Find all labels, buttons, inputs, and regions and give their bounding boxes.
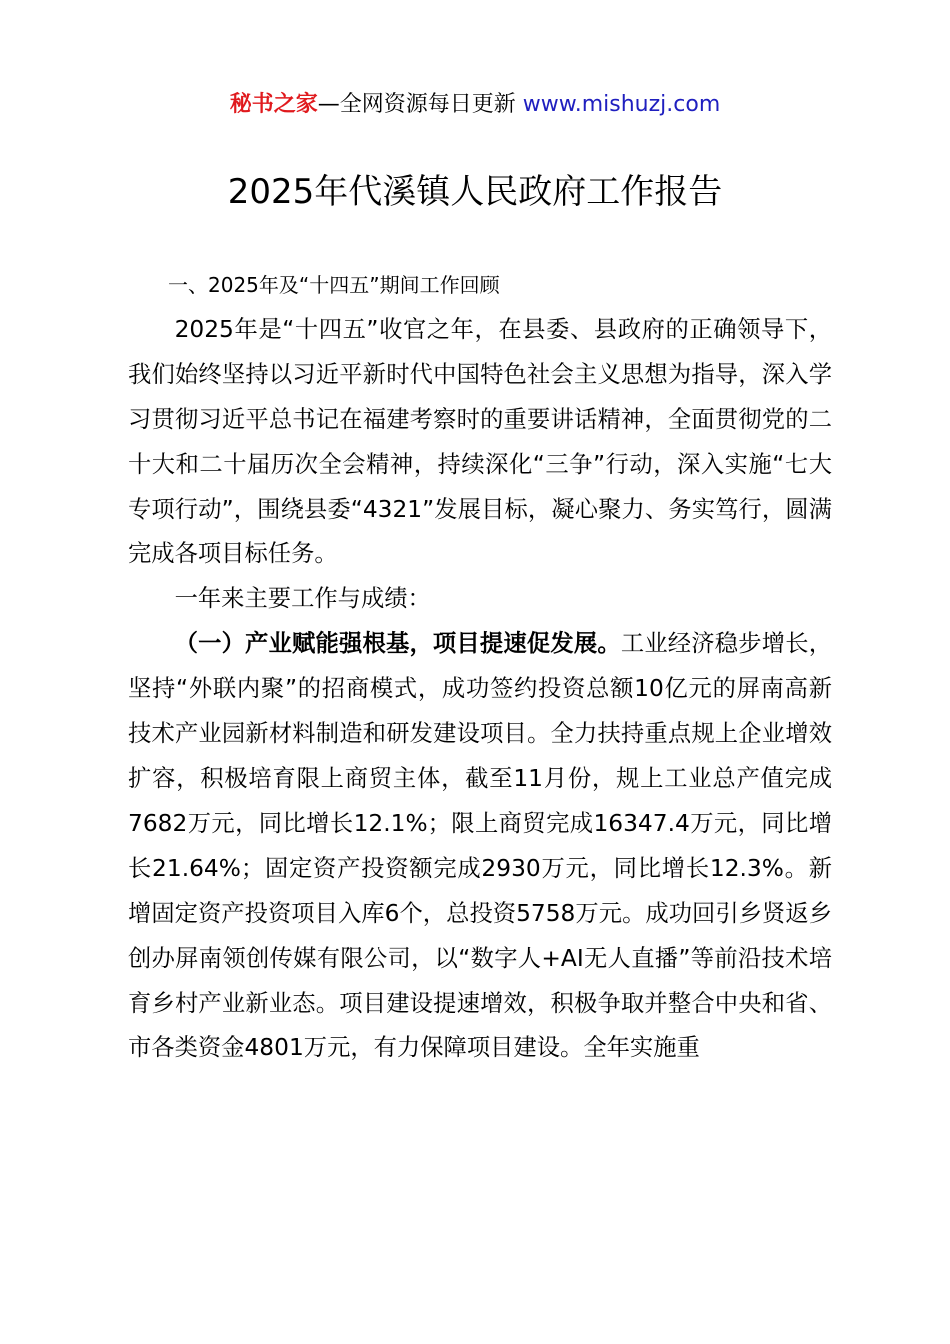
document-title: 2025年代溪镇人民政府工作报告 bbox=[227, 172, 723, 212]
document-body bbox=[128, 263, 832, 1071]
paragraph-achievements-intro: 一年来主要工作与成绩： bbox=[174, 585, 431, 613]
section-heading: 一、2025年及“十四五”期间工作回顾 bbox=[168, 273, 500, 297]
paragraph-industry-body: 工业经济稳步增长，坚持“外联内聚”的招商模式，成功签约投资总额10亿元的屏南高新技术产业园新材料制造和研发建设项目。全力扶持重点规上企业增效扩容，积极培育限上商贸主体，截至11月份，规上工业总产值完成7682万元，同比增长12.1%；限上商贸完成16347.4万元，同比增长21.64%；固定资产投资额完成2930万元，同比增长12.3%。新增固定资产投资项目入库6个，总投资5758万元。成功回引乡贤返乡创办屏南领创传媒有限公司，以“数字人+AI无人直播”等前沿技术培育乡村产业新业态。项目建设提速增效，积极争取并整合中央和省、市各类资金4801万元，有力保障项目建设。全年实施重 bbox=[128, 630, 833, 1062]
site-url-link[interactable]: www.mishuzj.com bbox=[522, 92, 721, 117]
brand-name: 秘书之家 bbox=[229, 92, 318, 117]
site-header bbox=[0, 88, 950, 122]
header-tagline: —全网资源每日更新 bbox=[317, 92, 516, 117]
paragraph-industry-heading: （一）产业赋能强根基，项目提速促发展。 bbox=[174, 630, 621, 658]
paragraph-industry bbox=[128, 622, 832, 1071]
paragraph-intro: 2025年是“十四五”收官之年，在县委、县政府的正确领导下，我们始终坚持以习近平新时代中国特色社会主义思想为指导，深入学习贯彻习近平总书记在福建考察时的重要讲话精神，全面贯彻党的二十大和二十届历次全会精神，持续深化“三争”行动，深入实施“七大专项行动”，围绕县委“4321”发展目标，凝心聚力、务实笃行，圆满完成各项目标任务。 bbox=[128, 315, 832, 568]
